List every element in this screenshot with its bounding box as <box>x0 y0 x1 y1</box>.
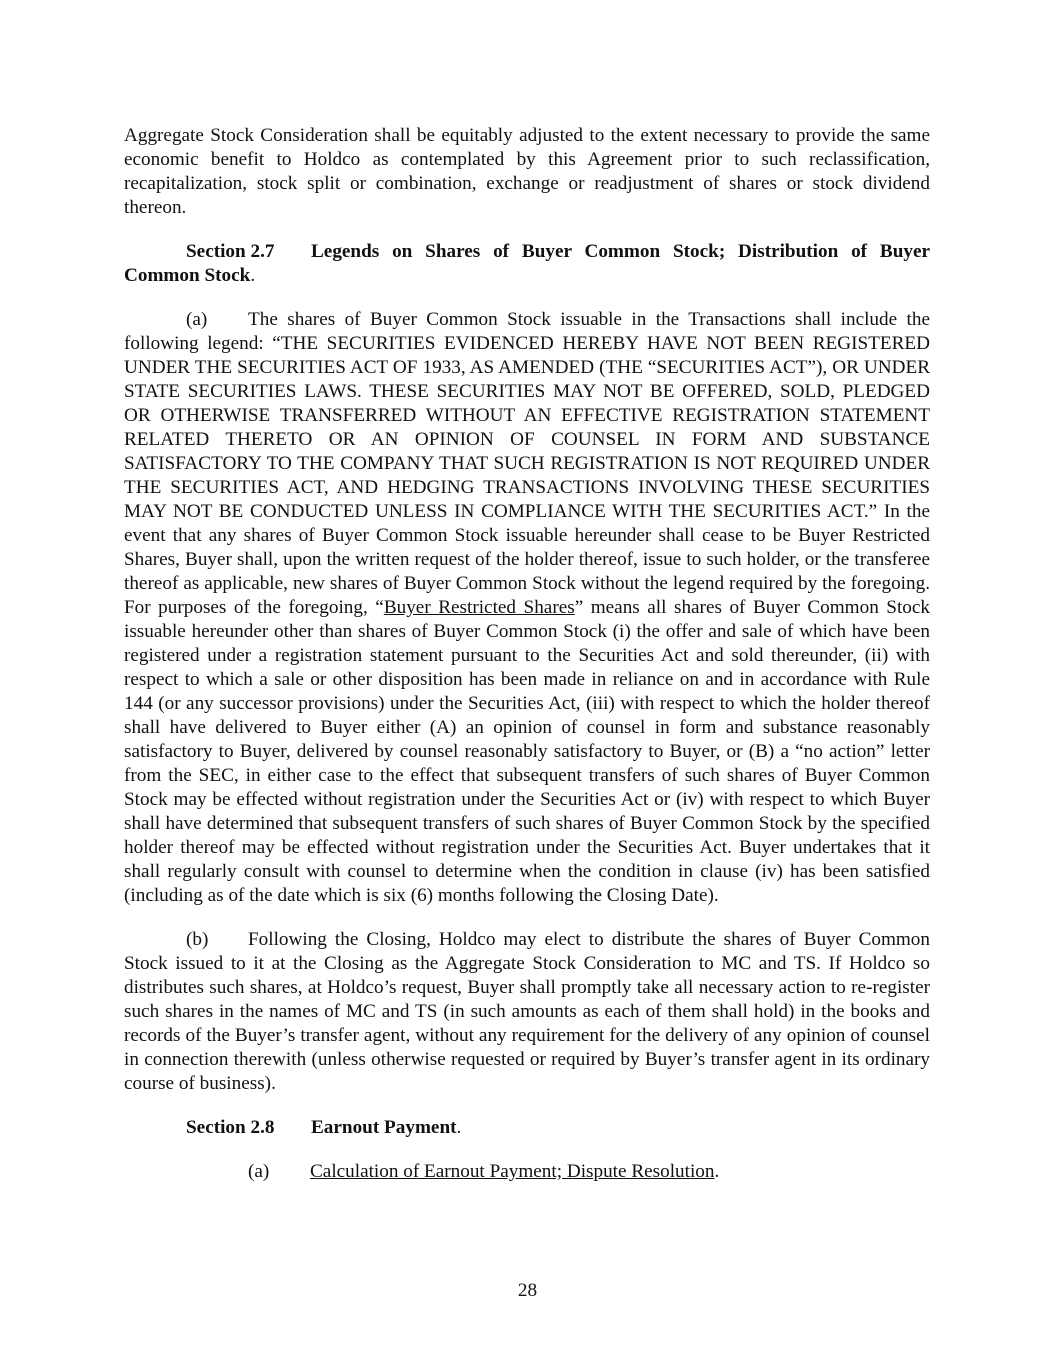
section-title: Earnout Payment <box>311 1117 457 1138</box>
defined-term: Buyer Restricted Shares <box>383 597 575 618</box>
continuation-paragraph: Aggregate Stock Consideration shall be equitably adjusted to the extent necessary to provide the same economic benefit to Holdco as contemplated by this Agreement prior to such reclassification, recapitalization, stock split or combination, exchange or readjustment of shares or stock dividend thereon. <box>124 125 930 218</box>
section-title-period: . <box>250 265 256 286</box>
section-2-7-paragraph-a <box>124 308 930 908</box>
section-number: Section 2.7 <box>186 241 275 262</box>
section-title: Legends on Shares of Buyer Common Stock; Distribution of Buyer Common Stock <box>124 241 930 286</box>
section-2-8-paragraph-a <box>124 1160 930 1184</box>
page-number: 28 <box>517 1280 538 1301</box>
section-title-period: . <box>456 1117 462 1138</box>
section-2-8-heading <box>124 1116 930 1140</box>
paragraph-text: The shares of Buyer Common Stock issuable in the Transactions shall include the following legend: “THE SECURITIES EVIDENCED HEREBY HAVE NOT BEEN REGISTERED UNDER THE SECURITIES ACT OF 1933, AS AMENDED (THE “SECURITIES ACT”), OR UNDER STATE SECURITIES LAWS. THESE SECURITIES MAY NOT BE OFFERED, SOLD, PLEDGED OR OTHERWISE TRANSFERRED WITHOUT AN EFFECTIVE REGISTRATION STATEMENT RELATED THERETO OR AN OPINION OF COUNSEL IN FORM AND SUBSTANCE SATISFACTORY TO THE COMPANY THAT SUCH REGISTRATION IS NOT REQUIRED UNDER THE SECURITIES ACT, AND HEDGING TRANSACTIONS INVOLVING THESE SECURITIES MAY NOT BE CONDUCTED UNLESS IN COMPLIANCE WITH THE SECURITIES ACT.” In the event that any shares of Buyer Common Stock issuable hereunder shall cease to be Buyer Restricted Shares, Buyer shall, upon the written request of the holder thereof, issue to such holder, or the transferee thereof as applicable, new shares of Buyer Common Stock without the legend required by the foregoing. For purposes of the foregoing, “ <box>124 309 930 618</box>
subsection-label: (b) <box>186 929 209 950</box>
paragraph-text: Following the Closing, Holdco may elect to distribute the shares of Buyer Common Stock issued to it at the Closing as the Aggregate Stock Consideration to MC and TS. If Holdco so distributes such shares, at Holdco’s request, Buyer shall promptly take all necessary action to re-register such shares in the names of MC and TS (in such amounts as each of them shall hold) in the books and records of the Buyer’s transfer agent, without any requirement for the delivery of any opinion of counsel in connection therewith (unless otherwise requested or required by Buyer’s transfer agent in its ordinary course of business). <box>124 929 930 1094</box>
paragraph-text: ” means all shares of Buyer Common Stock issuable hereunder other than shares of Buyer Common Stock (i) the offer and sale of which have been registered under a registration statement pursuant to the Securities Act and sold thereunder, (ii) with respect to which a sale or other disposition has been made in reliance on and in accordance with Rule 144 (or any successor provisions) under the Securities Act, (iii) with respect to which the holder thereof shall have delivered to Buyer either (A) an opinion of counsel in form and substance reasonably satisfactory to Buyer, delivered by counsel reasonably satisfactory to Buyer, or (B) a “no action” letter from the SEC, in either case to the effect that subsequent transfers of such shares of Buyer Common Stock may be effected without registration under the Securities Act or (iv) with respect to which Buyer shall have determined that subsequent transfers of such shares of Buyer Common Stock by the specified holder thereof may be effected without registration under the Securities Act. Buyer undertakes that it shall regularly consult with counsel to determine when the condition in clause (iv) has been satisfied (including as of the date which is six (6) months following the Closing Date). <box>124 597 931 906</box>
document-page <box>124 124 930 1204</box>
subsection-label: (a) <box>186 309 208 330</box>
section-2-7-heading <box>124 240 930 288</box>
subsection-label: (a) <box>248 1161 270 1182</box>
subsection-heading-period: . <box>714 1161 720 1182</box>
subsection-heading: Calculation of Earnout Payment; Dispute Resolution <box>310 1161 715 1182</box>
section-2-7-paragraph-b <box>124 928 930 1096</box>
section-number: Section 2.8 <box>186 1117 275 1138</box>
